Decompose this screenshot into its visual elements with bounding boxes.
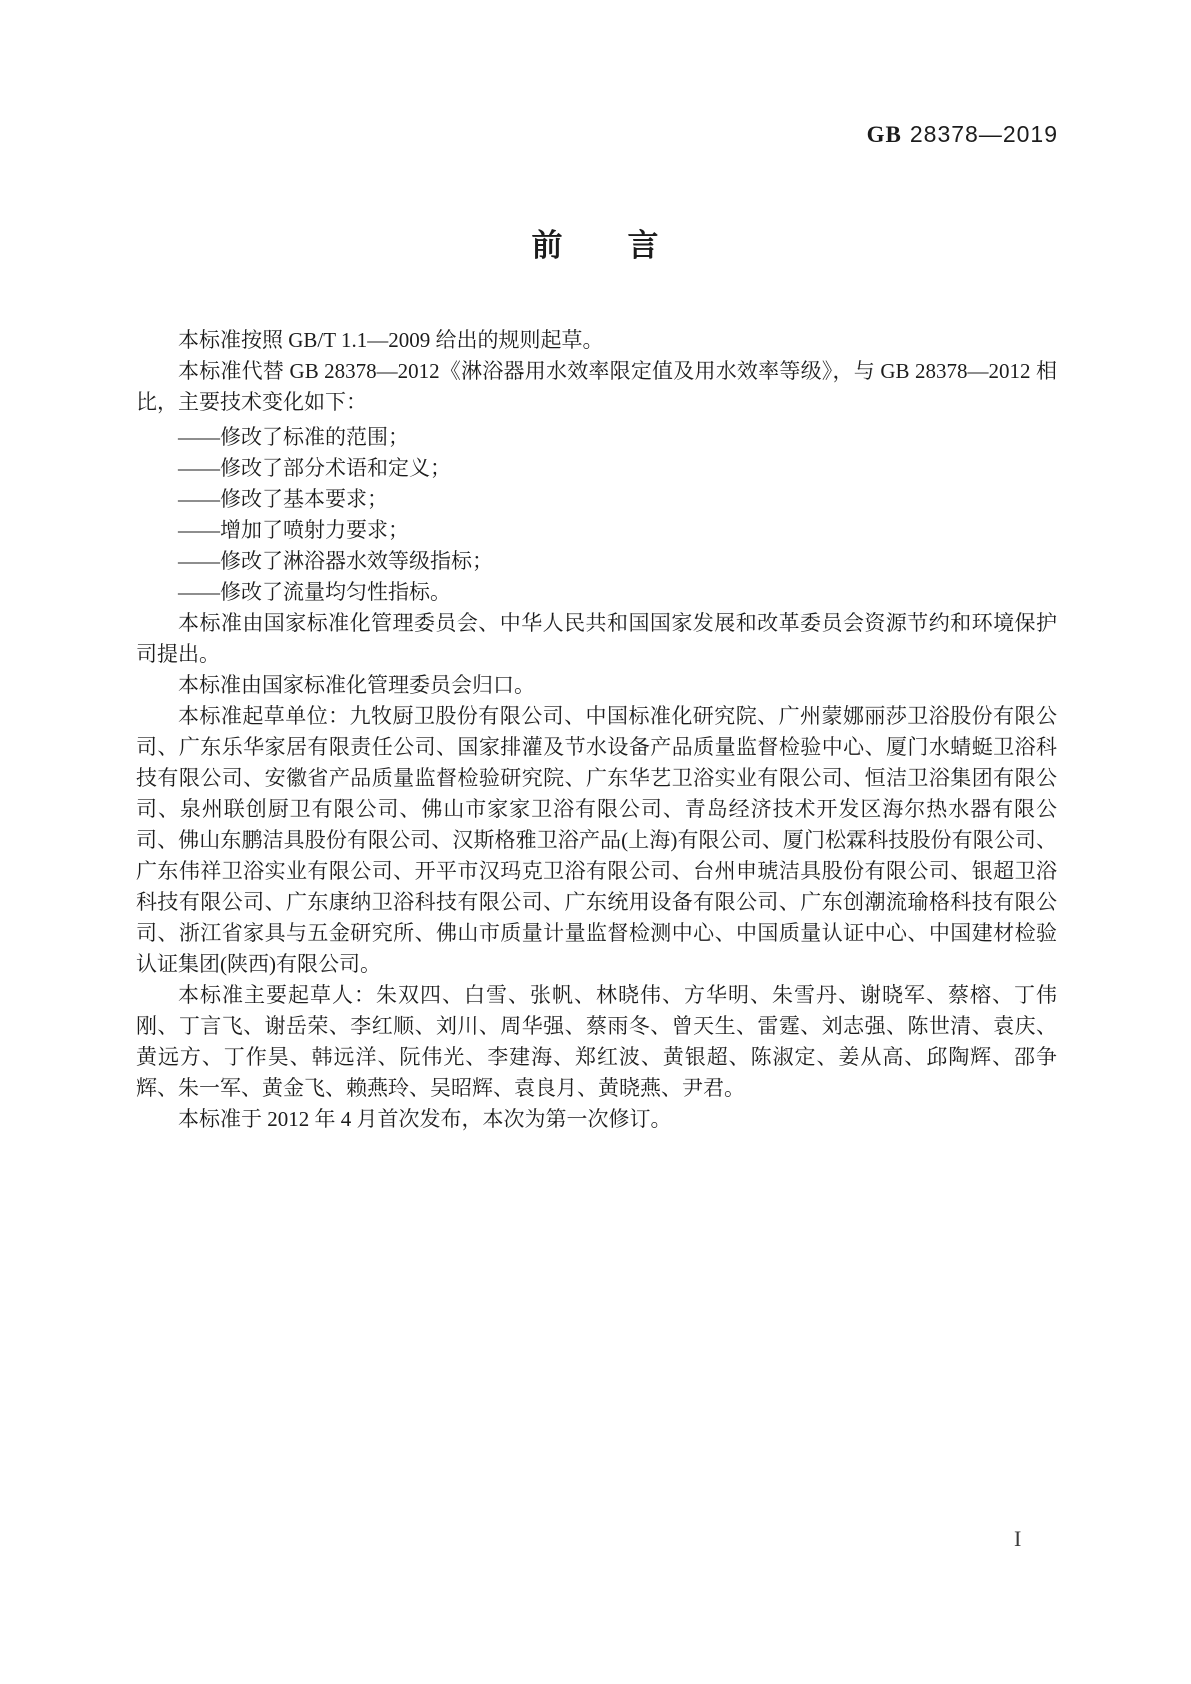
change-item: ——修改了流量均匀性指标。 <box>178 580 451 604</box>
standard-year-number: 28378—2019 <box>909 121 1058 147</box>
change-item: ——修改了部分术语和定义； <box>178 456 451 480</box>
technical-changes-list <box>136 422 1057 608</box>
paragraph-drafting-units: 本标准起草单位：九牧厨卫股份有限公司、中国标准化研究院、广州蒙娜丽莎卫浴股份有限公司、广东乐华家居有限责任公司、国家排灌及节水设备产品质量监督检验中心、厦门水蜻蜓卫浴科技有限公司、安徽省产品质量监督检验研究院、广东华艺卫浴实业有限公司、恒洁卫浴集团有限公司、泉州联创厨卫有限公司、佛山市家家卫浴有限公司、青岛经济技术开发区海尔热水器有限公司、佛山东鹏洁具股份有限公司、汉斯格雅卫浴产品(上海)有限公司、厦门松霖科技股份有限公司、广东伟祥卫浴实业有限公司、开平市汉玛克卫浴有限公司、台州申琥洁具股份有限公司、银超卫浴科技有限公司、广东康纳卫浴科技有限公司、广东统用设备有限公司、广东创潮流瑜格科技有限公司、浙江省家具与五金研究所、佛山市质量计量监督检测中心、中国质量认证中心、中国建材检验认证集团(陕西)有限公司。 <box>136 704 1057 976</box>
change-item: ——增加了喷射力要求； <box>178 518 409 542</box>
page-number: I <box>1014 1526 1022 1551</box>
paragraph-drafting-rule: 本标准按照 GB/T 1.1—2009 给出的规则起草。 <box>178 328 604 352</box>
foreword-body <box>136 325 1057 1135</box>
paragraph-drafters: 本标准主要起草人：朱双四、白雪、张帆、林晓伟、方华明、朱雪丹、谢晓军、蔡榕、丁伟刚、丁言飞、谢岳荣、李红顺、刘川、周华强、蔡雨冬、曾天生、雷霆、刘志强、陈世清、袁庆、黄远方、丁作昊、韩远洋、阮伟光、李建海、郑红波、黄银超、陈淑定、姜从高、邱陶辉、邵争辉、朱一军、黄金飞、赖燕玲、吴昭辉、袁良月、黄晓燕、尹君。 <box>136 983 1057 1100</box>
standard-code: GB <box>866 122 902 147</box>
paragraph-replacement-intro: 本标准代替 GB 28378—2012《淋浴器用水效率限定值及用水效率等级》，与 GB 28378—2012 相比，主要技术变化如下： <box>136 359 1057 414</box>
change-item: ——修改了基本要求； <box>178 487 388 511</box>
change-item: ——修改了标准的范围； <box>178 425 409 449</box>
change-item: ——修改了淋浴器水效等级指标； <box>178 549 493 573</box>
paragraph-proposed-by: 本标准由国家标准化管理委员会、中华人民共和国国家发展和改革委员会资源节约和环境保护司提出。 <box>136 611 1057 666</box>
standard-number-header <box>867 121 1058 148</box>
foreword-title: 前 言 <box>531 228 660 263</box>
paragraph-centralized-by: 本标准由国家标准化管理委员会归口。 <box>178 673 535 697</box>
paragraph-history: 本标准于 2012 年 4 月首次发布，本次为第一次修订。 <box>178 1107 672 1131</box>
